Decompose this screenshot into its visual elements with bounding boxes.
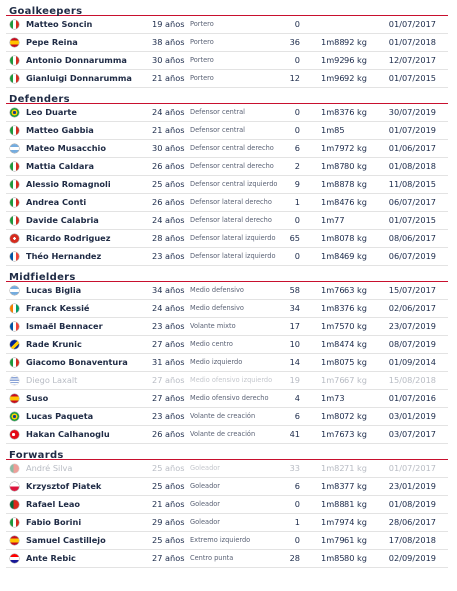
player-age: 24 años: [152, 215, 185, 225]
player-number: 1: [294, 197, 300, 207]
player-age: 19 años: [152, 19, 185, 29]
flag-es-icon: [10, 394, 19, 403]
player-name[interactable]: Giacomo Bonaventura: [26, 357, 128, 367]
player-position: Medio defensivo: [190, 304, 244, 312]
player-row[interactable]: [6, 514, 448, 532]
player-position: Defensor central izquierdo: [190, 180, 278, 188]
player-row[interactable]: [6, 70, 448, 88]
player-height: 1m80: [321, 233, 345, 243]
player-position: Volante de creación: [190, 430, 256, 438]
flag-ch-icon: [10, 234, 19, 243]
player-height: 1m79: [321, 535, 345, 545]
player-number: 14: [289, 357, 300, 367]
player-height: 1m79: [321, 143, 345, 153]
player-name[interactable]: André Silva: [26, 463, 73, 473]
player-row[interactable]: [6, 122, 448, 140]
player-number: 6: [294, 481, 300, 491]
player-height: 1m73: [321, 393, 345, 403]
player-position: Volante mixto: [190, 322, 236, 330]
flag-es-icon: [10, 536, 19, 545]
player-weight: 63 kg: [344, 285, 367, 295]
flag-uy-icon: [10, 376, 19, 385]
player-age: 31 años: [152, 357, 185, 367]
player-height: 1m79: [321, 517, 345, 527]
player-row[interactable]: [6, 104, 448, 122]
player-height: 1m83: [321, 481, 345, 491]
player-height: 1m76: [321, 375, 345, 385]
player-age: 23 años: [152, 411, 185, 421]
player-weight: 72 kg: [344, 411, 367, 421]
flag-ba-icon: [10, 340, 19, 349]
player-name[interactable]: Gianluigi Donnarumma: [26, 73, 132, 83]
player-signing-date: 08/07/2019: [388, 339, 436, 349]
player-name[interactable]: Suso: [26, 393, 49, 403]
player-height: 1m96: [321, 73, 345, 83]
player-signing-date: 01/09/2014: [388, 357, 436, 367]
player-signing-date: 12/07/2017: [388, 55, 436, 65]
player-row[interactable]: [6, 390, 448, 408]
player-height: 1m80: [321, 357, 345, 367]
player-signing-date: 11/08/2015: [388, 179, 436, 189]
player-number: 36: [289, 37, 300, 47]
flag-ar-icon: [10, 286, 19, 295]
player-row[interactable]: [6, 532, 448, 550]
player-position: Defensor central: [190, 108, 245, 116]
player-signing-date: 01/07/2016: [388, 393, 436, 403]
player-position: Defensor lateral izquierdo: [190, 234, 276, 242]
player-name[interactable]: Diego Laxalt: [26, 375, 78, 385]
player-height: 1m80: [321, 411, 345, 421]
player-row[interactable]: [6, 52, 448, 70]
player-weight: 72 kg: [344, 143, 367, 153]
section-title: Forwards: [9, 450, 64, 461]
player-weight: 92 kg: [344, 73, 367, 83]
player-position: Defensor lateral derecho: [190, 216, 272, 224]
player-age: 27 años: [152, 339, 185, 349]
player-signing-date: 03/01/2019: [388, 411, 436, 421]
player-age: 25 años: [152, 535, 185, 545]
player-position: Medio centro: [190, 340, 233, 348]
flag-br-icon: [10, 412, 19, 421]
player-weight: 69 kg: [344, 251, 367, 261]
player-name[interactable]: Alessio Romagnoli: [26, 179, 111, 189]
player-name[interactable]: Samuel Castillejo: [26, 535, 106, 545]
player-age: 34 años: [152, 285, 185, 295]
player-signing-date: 02/09/2019: [388, 553, 436, 563]
flag-it-icon: [10, 358, 19, 367]
player-name[interactable]: Franck Kessié: [26, 303, 90, 313]
player-position: Medio ofensivo derecho: [190, 394, 269, 402]
player-number: 10: [289, 339, 300, 349]
player-age: 21 años: [152, 125, 185, 135]
player-name[interactable]: Fabio Borini: [26, 517, 82, 527]
flag-br-icon: [10, 108, 19, 117]
player-row[interactable]: [6, 176, 448, 194]
flag-it-icon: [10, 56, 19, 65]
flag-pt-icon: [10, 464, 19, 473]
player-weight: 71 kg: [344, 463, 367, 473]
player-number: 1: [294, 517, 300, 527]
player-number: 0: [294, 107, 300, 117]
player-number: 28: [289, 553, 300, 563]
player-weight: 76 kg: [344, 197, 367, 207]
player-age: 24 años: [152, 107, 185, 117]
player-position: Defensor lateral derecho: [190, 198, 272, 206]
flag-it-icon: [10, 198, 19, 207]
player-row[interactable]: [6, 426, 448, 444]
player-name[interactable]: Andrea Conti: [26, 197, 87, 207]
flag-fr-icon: [10, 252, 19, 261]
player-position: Medio ofensivo izquierdo: [190, 376, 273, 384]
player-signing-date: 15/08/2018: [388, 375, 436, 385]
player-signing-date: 01/08/2018: [388, 161, 436, 171]
player-position: Defensor central derecho: [190, 144, 274, 152]
player-signing-date: 30/07/2019: [388, 107, 436, 117]
player-position: Defensor lateral izquierdo: [190, 252, 276, 260]
player-row[interactable]: [6, 460, 448, 478]
player-row[interactable]: [6, 282, 448, 300]
player-height: 1m76: [321, 429, 345, 439]
flag-it-icon: [10, 518, 19, 527]
player-position: Defensor central: [190, 126, 245, 134]
player-age: 26 años: [152, 197, 185, 207]
player-age: 38 años: [152, 37, 185, 47]
player-name[interactable]: Hakan Calhanoglu: [26, 429, 110, 439]
player-number: 12: [289, 73, 300, 83]
player-age: 27 años: [152, 553, 185, 563]
flag-it-icon: [10, 126, 19, 135]
player-row[interactable]: [6, 318, 448, 336]
player-age: 29 años: [152, 517, 185, 527]
flag-hr-icon: [10, 554, 19, 563]
player-age: 30 años: [152, 143, 185, 153]
player-number: 65: [289, 233, 300, 243]
player-age: 24 años: [152, 303, 185, 313]
section-title: Goalkeepers: [9, 6, 83, 17]
player-name[interactable]: Leo Duarte: [26, 107, 77, 117]
player-signing-date: 06/07/2019: [388, 251, 436, 261]
player-position: Centro punta: [190, 554, 234, 562]
player-name[interactable]: Rafael Leao: [26, 499, 81, 509]
player-row[interactable]: [6, 34, 448, 52]
player-weight: 81 kg: [344, 499, 367, 509]
player-name[interactable]: Ismaël Bennacer: [26, 321, 103, 331]
player-signing-date: 01/08/2019: [388, 499, 436, 509]
player-signing-date: 01/06/2017: [388, 143, 436, 153]
player-position: Goleador: [190, 482, 221, 490]
player-height: 1m75: [321, 321, 345, 331]
player-row[interactable]: [6, 212, 448, 230]
section-goalkeepers: [0, 0, 457, 88]
player-row[interactable]: [6, 158, 448, 176]
player-signing-date: 23/07/2019: [388, 321, 436, 331]
player-number: 0: [294, 55, 300, 65]
player-age: 21 años: [152, 499, 185, 509]
player-position: Medio defensivo: [190, 286, 244, 294]
player-name[interactable]: Mateo Musacchio: [26, 143, 106, 153]
player-position: Portero: [190, 20, 214, 28]
player-row[interactable]: [6, 372, 448, 390]
player-position: Portero: [190, 74, 214, 82]
player-row[interactable]: [6, 478, 448, 496]
player-number: 0: [294, 215, 300, 225]
player-number: 0: [294, 251, 300, 261]
flag-it-icon: [10, 180, 19, 189]
player-number: 6: [294, 411, 300, 421]
player-name[interactable]: Mattia Caldara: [26, 161, 94, 171]
player-name[interactable]: Krzysztof Piatek: [26, 481, 102, 491]
player-row[interactable]: [6, 248, 448, 266]
player-weight: 78 kg: [344, 179, 367, 189]
player-row[interactable]: [6, 140, 448, 158]
player-age: 26 años: [152, 429, 185, 439]
player-position: Goleador: [190, 518, 221, 526]
player-weight: 80 kg: [344, 553, 367, 563]
player-weight: 75 kg: [344, 357, 367, 367]
player-height: 1m77: [321, 215, 345, 225]
player-height: 1m84: [321, 339, 345, 349]
player-number: 4: [294, 393, 300, 403]
player-number: 0: [294, 125, 300, 135]
player-signing-date: 02/06/2017: [388, 303, 436, 313]
player-name[interactable]: Matteo Gabbia: [26, 125, 94, 135]
player-weight: 92 kg: [344, 37, 367, 47]
player-signing-date: 17/08/2018: [388, 535, 436, 545]
player-height: 1m76: [321, 285, 345, 295]
player-number: 6: [294, 143, 300, 153]
player-position: Medio izquierdo: [190, 358, 243, 366]
player-signing-date: 01/07/2017: [388, 19, 436, 29]
player-row[interactable]: [6, 230, 448, 248]
player-height: 1m85: [321, 553, 345, 563]
flag-it-icon: [10, 162, 19, 171]
flag-fr-icon: [10, 322, 19, 331]
player-height: 1m84: [321, 197, 345, 207]
section-defenders: [0, 88, 457, 266]
player-position: Defensor central derecho: [190, 162, 274, 170]
player-position: Portero: [190, 56, 214, 64]
player-weight: 73 kg: [344, 429, 367, 439]
player-weight: 74 kg: [344, 339, 367, 349]
player-weight: 77 kg: [344, 481, 367, 491]
player-age: 23 años: [152, 251, 185, 261]
section-title: Midfielders: [9, 272, 76, 283]
player-height: 1m84: [321, 251, 345, 261]
player-name[interactable]: Ante Rebic: [26, 553, 76, 563]
player-position: Extremo izquierdo: [190, 536, 251, 544]
player-number: 19: [289, 375, 300, 385]
player-age: 27 años: [152, 393, 185, 403]
player-height: 1m87: [321, 161, 345, 171]
flag-es-icon: [10, 38, 19, 47]
player-number: 17: [289, 321, 300, 331]
player-number: 34: [289, 303, 300, 313]
player-height: 1m88: [321, 37, 345, 47]
player-height: 1m83: [321, 303, 345, 313]
player-signing-date: 03/07/2017: [388, 429, 436, 439]
player-number: 33: [289, 463, 300, 473]
player-position: Portero: [190, 38, 214, 46]
flag-it-icon: [10, 216, 19, 225]
player-signing-date: 01/07/2018: [388, 37, 436, 47]
flag-it-icon: [10, 20, 19, 29]
section-title: Defenders: [9, 94, 70, 105]
player-height: 1m83: [321, 107, 345, 117]
player-name[interactable]: Rade Krunic: [26, 339, 82, 349]
player-position: Volante de creación: [190, 412, 256, 420]
player-weight: 96 kg: [344, 55, 367, 65]
player-age: 27 años: [152, 375, 185, 385]
player-age: 23 años: [152, 321, 185, 331]
player-age: 25 años: [152, 463, 185, 473]
flag-ci-icon: [10, 304, 19, 313]
player-height: 1m85: [321, 125, 345, 135]
player-number: 58: [289, 285, 300, 295]
player-row[interactable]: [6, 496, 448, 514]
player-signing-date: 01/07/2015: [388, 215, 436, 225]
player-row[interactable]: [6, 550, 448, 568]
player-signing-date: 01/07/2019: [388, 125, 436, 135]
player-age: 30 años: [152, 55, 185, 65]
player-age: 25 años: [152, 481, 185, 491]
player-signing-date: 01/07/2015: [388, 73, 436, 83]
player-weight: 70 kg: [344, 321, 367, 331]
player-height: 1m82: [321, 463, 345, 473]
player-row[interactable]: [6, 354, 448, 372]
player-signing-date: 23/01/2019: [388, 481, 436, 491]
player-age: 21 años: [152, 73, 185, 83]
section-forwards: [0, 444, 457, 568]
player-age: 26 años: [152, 161, 185, 171]
player-signing-date: 08/06/2017: [388, 233, 436, 243]
flag-tr-icon: [10, 430, 19, 439]
player-name[interactable]: Théo Hernandez: [26, 251, 102, 261]
player-name[interactable]: Matteo Soncin: [26, 19, 93, 29]
player-row[interactable]: [6, 300, 448, 318]
player-row[interactable]: [6, 408, 448, 426]
player-signing-date: 06/07/2017: [388, 197, 436, 207]
flag-pt-icon: [10, 500, 19, 509]
player-height: 1m92: [321, 55, 345, 65]
player-number: 41: [289, 429, 300, 439]
player-weight: 67 kg: [344, 375, 367, 385]
player-number: 9: [294, 179, 300, 189]
player-weight: 78 kg: [344, 233, 367, 243]
flag-it-icon: [10, 74, 19, 83]
section-midfielders: [0, 266, 457, 444]
player-number: 0: [294, 499, 300, 509]
player-number: 0: [294, 535, 300, 545]
player-signing-date: 01/07/2017: [388, 463, 436, 473]
flag-ar-icon: [10, 144, 19, 153]
player-row[interactable]: [6, 194, 448, 212]
player-weight: 80 kg: [344, 161, 367, 171]
player-weight: 74 kg: [344, 517, 367, 527]
player-position: Goleador: [190, 464, 221, 472]
flag-pl-icon: [10, 482, 19, 491]
player-weight: 61 kg: [344, 535, 367, 545]
player-row[interactable]: [6, 16, 448, 34]
player-name[interactable]: Lucas Biglia: [26, 285, 82, 295]
player-name[interactable]: Antonio Donnarumma: [26, 55, 127, 65]
player-signing-date: 15/07/2017: [388, 285, 436, 295]
player-row[interactable]: [6, 336, 448, 354]
player-number: 0: [294, 19, 300, 29]
player-weight: 76 kg: [344, 107, 367, 117]
player-name[interactable]: Lucas Paqueta: [26, 411, 94, 421]
player-height: 1m88: [321, 179, 345, 189]
player-position: Goleador: [190, 500, 221, 508]
player-name[interactable]: Pepe Reina: [26, 37, 78, 47]
player-number: 2: [294, 161, 300, 171]
player-age: 25 años: [152, 179, 185, 189]
player-signing-date: 28/06/2017: [388, 517, 436, 527]
player-age: 28 años: [152, 233, 185, 243]
player-weight: 76 kg: [344, 303, 367, 313]
player-name[interactable]: Ricardo Rodriguez: [26, 233, 111, 243]
player-name[interactable]: Davide Calabria: [26, 215, 99, 225]
player-height: 1m88: [321, 499, 345, 509]
